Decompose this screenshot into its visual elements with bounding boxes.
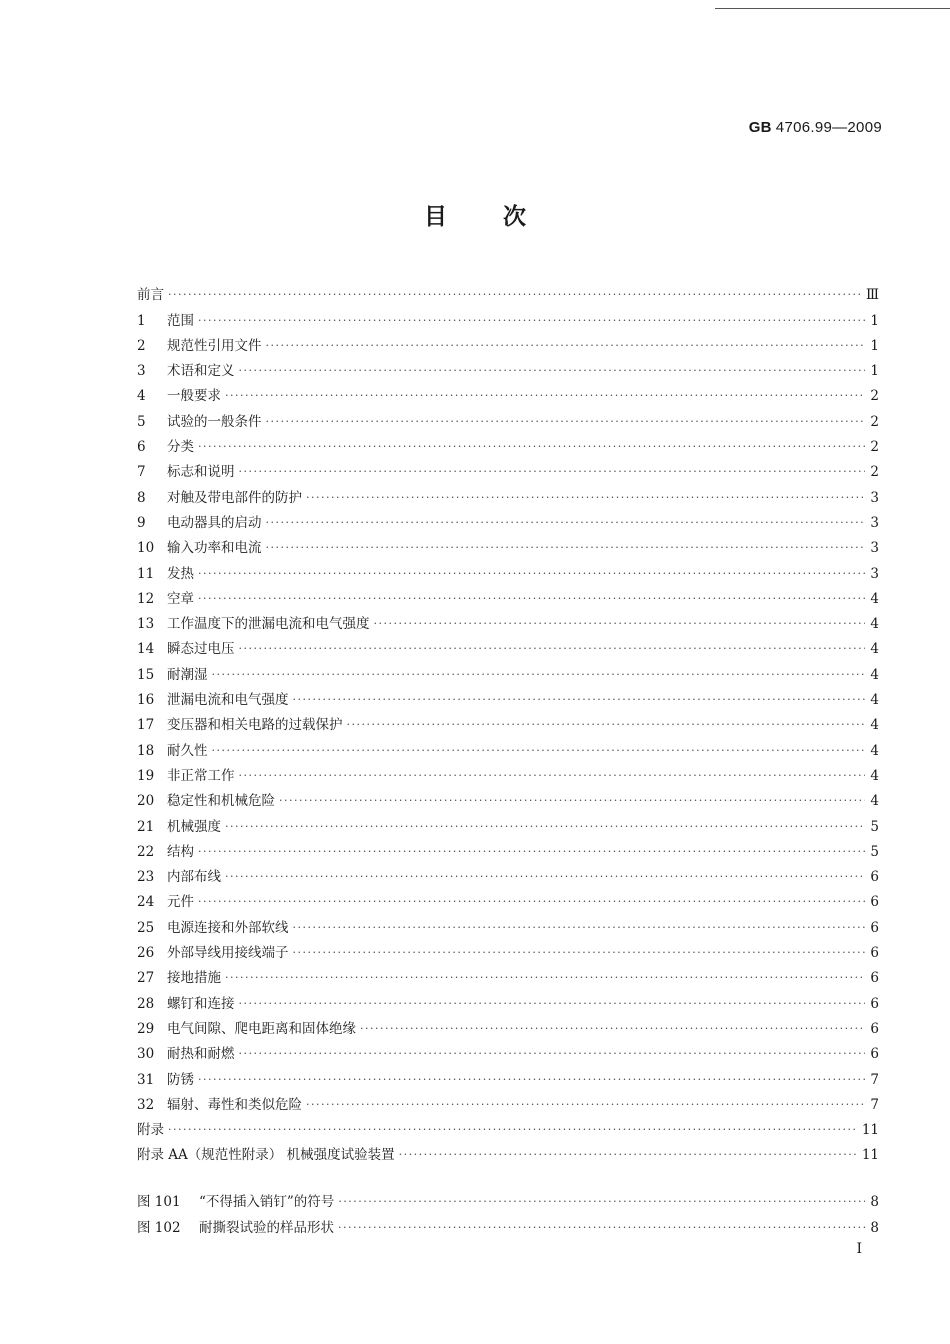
toc-entry[interactable]	[137, 506, 879, 531]
toc-entry-page: 6	[870, 869, 879, 886]
toc-entry-title: 电气间隙、爬电距离和固体绝缘	[167, 1020, 356, 1037]
toc-entry[interactable]	[137, 607, 879, 632]
toc-entry[interactable]	[137, 1062, 879, 1087]
dot-leader	[212, 743, 866, 759]
toc-entry[interactable]	[137, 1037, 879, 1062]
dot-leader	[225, 388, 865, 404]
toc-entry-number: 14	[137, 641, 155, 658]
toc-entry-number: 2	[137, 337, 146, 354]
toc-entry[interactable]	[137, 354, 879, 379]
document-code	[749, 119, 882, 136]
toc-entry-number: 19	[137, 767, 155, 784]
toc-entry-number: 21	[137, 818, 155, 835]
toc-entry-page: 6	[870, 995, 879, 1012]
toc-entry-page: 11	[861, 1147, 879, 1164]
dot-leader	[347, 717, 866, 733]
toc-entry[interactable]	[137, 885, 879, 910]
toc-entry-title: 稳定性和机械危险	[167, 793, 275, 810]
toc-entry-title: 附录	[137, 1122, 164, 1139]
toc-entry-title: 对触及带电部件的防护	[167, 489, 302, 506]
toc-entry-number: 20	[137, 793, 155, 810]
toc-entry-title: 术语和定义	[167, 363, 235, 380]
toc-entry-page: Ⅲ	[865, 287, 879, 304]
toc-entry-page: 1	[870, 363, 879, 380]
toc-entry-title: 防锈	[167, 1071, 194, 1088]
toc-entry-title: 外部导线用接线端子	[167, 945, 289, 962]
toc-entry-title: 标志和说明	[167, 464, 235, 481]
toc-entry-number: 17	[137, 717, 155, 734]
toc-entry[interactable]	[137, 657, 879, 682]
toc-entry-title: 电源连接和外部软线	[167, 919, 289, 936]
toc-entry[interactable]	[137, 379, 879, 404]
toc-entry-page: 3	[870, 489, 879, 506]
toc-entry-page: 8	[870, 1194, 879, 1211]
toc-entry-number: 13	[137, 616, 155, 633]
toc-entry-number: 18	[137, 742, 155, 759]
toc-entry-number: 10	[137, 540, 155, 557]
dot-leader	[225, 819, 865, 835]
dot-leader	[239, 1046, 866, 1062]
toc-entry-title: 工作温度下的泄漏电流和电气强度	[167, 616, 370, 633]
toc-entry-page: 3	[870, 565, 879, 582]
toc-entry-number: 31	[137, 1071, 155, 1088]
toc-entry-number: 12	[137, 590, 155, 607]
toc-entry-title: 试验的一般条件	[167, 413, 262, 430]
toc-entry-number: 27	[137, 970, 155, 987]
toc-entry-title: 机械强度	[167, 818, 221, 835]
dot-leader	[198, 1072, 865, 1088]
dot-leader	[239, 641, 866, 657]
toc-entry-page: 3	[870, 514, 879, 531]
toc-entry-page: 1	[870, 312, 879, 329]
toc-entry-page: 7	[870, 1071, 879, 1088]
dot-leader	[266, 414, 866, 430]
toc-entry-page: 2	[870, 439, 879, 456]
dot-leader	[225, 869, 865, 885]
toc-entry-page: 2	[870, 388, 879, 405]
toc-entry-title: 瞬态过电压	[167, 641, 235, 658]
dot-leader	[239, 464, 866, 480]
toc-entry[interactable]	[137, 632, 879, 657]
toc-entry[interactable]	[137, 759, 879, 784]
dot-leader	[338, 1194, 865, 1210]
toc-entry-page: 5	[870, 818, 879, 835]
toc-list	[137, 278, 879, 1163]
dot-leader	[239, 363, 866, 379]
dot-leader	[293, 692, 866, 708]
toc-entry-title: 结构	[167, 843, 194, 860]
dot-leader	[198, 591, 865, 607]
dot-leader	[374, 616, 866, 632]
toc-entry-number: 26	[137, 945, 155, 962]
toc-entry-title: 泄漏电流和电气强度	[167, 692, 289, 709]
toc-entry[interactable]	[137, 531, 879, 556]
toc-entry[interactable]	[137, 1138, 879, 1163]
dot-leader	[225, 970, 865, 986]
dot-leader	[266, 540, 866, 556]
page-number: I	[856, 1241, 862, 1257]
toc-entry-number: 图 101	[137, 1194, 181, 1211]
toc-entry-page: 6	[870, 894, 879, 911]
toc-entry-page: 4	[870, 717, 879, 734]
toc-entry-number: 7	[137, 464, 146, 481]
toc-entry-title: 耐久性	[167, 742, 208, 759]
dot-leader	[399, 1147, 858, 1163]
toc-entry-title: 变压器和相关电路的过载保护	[167, 717, 343, 734]
dot-leader	[212, 667, 866, 683]
toc-entry-number: 23	[137, 869, 155, 886]
toc-entry-title: 内部布线	[167, 869, 221, 886]
code-number: 4706.99—2009	[775, 119, 882, 136]
toc-entry-number: 30	[137, 1046, 155, 1063]
toc-entry-title: 辐射、毒性和类似危险	[167, 1096, 302, 1113]
toc-entry-number: 28	[137, 995, 155, 1012]
toc-entry-number: 11	[137, 565, 155, 582]
toc-entry[interactable]	[137, 278, 879, 303]
toc-entry-page: 6	[870, 919, 879, 936]
toc-entry-page: 4	[870, 641, 879, 658]
toc-entry-title: 输入功率和电流	[167, 540, 262, 557]
toc-entry-title: 非正常工作	[167, 767, 235, 784]
toc-entry-number: 16	[137, 692, 155, 709]
toc-entry-page: 4	[870, 666, 879, 683]
toc-entry-title: 一般要求	[167, 388, 221, 405]
toc-entry-title: 接地措施	[167, 970, 221, 987]
toc-entry-page: 11	[861, 1122, 879, 1139]
dot-leader	[198, 313, 865, 329]
toc-entry-page: 2	[870, 464, 879, 481]
toc-entry-page: 8	[870, 1219, 879, 1236]
toc-entry-title: “不得插入销钉”的符号	[199, 1194, 335, 1211]
toc-entry-number: 29	[137, 1020, 155, 1037]
dot-leader	[198, 439, 865, 455]
dot-leader	[306, 1097, 865, 1113]
dot-leader	[338, 1220, 865, 1236]
toc-entry-number: 9	[137, 514, 146, 531]
toc-entry[interactable]	[137, 329, 879, 354]
dot-leader	[293, 920, 866, 936]
toc-entry-page: 4	[870, 767, 879, 784]
toc-entry[interactable]	[137, 986, 879, 1011]
code-prefix: GB	[748, 119, 772, 136]
toc-entry-number: 15	[137, 666, 155, 683]
toc-entry-number: 5	[137, 413, 146, 430]
toc-entry-page: 4	[870, 793, 879, 810]
toc-entry-title: 耐撕裂试验的样品形状	[199, 1219, 334, 1236]
toc-entry-page: 4	[870, 742, 879, 759]
dot-leader	[239, 996, 866, 1012]
toc-entry[interactable]	[137, 961, 879, 986]
toc-entry[interactable]	[137, 860, 879, 885]
toc-entry[interactable]	[137, 809, 879, 834]
dot-leader	[198, 894, 865, 910]
title-part-2: 次	[503, 204, 526, 230]
dot-leader	[266, 338, 866, 354]
dot-leader	[198, 844, 865, 860]
dot-leader	[168, 287, 862, 303]
toc-entry[interactable]	[137, 455, 879, 480]
figure-list	[137, 1185, 879, 1236]
toc-entry[interactable]	[137, 582, 879, 607]
toc-entry[interactable]	[137, 910, 879, 935]
toc-entry-number: 3	[137, 363, 146, 380]
toc-entry-page: 6	[870, 1046, 879, 1063]
toc-entry-title: 发热	[167, 565, 194, 582]
toc-entry[interactable]	[137, 1012, 879, 1037]
toc-entry-title: 范围	[167, 312, 194, 329]
top-rule	[715, 8, 950, 9]
toc-entry-number: 25	[137, 919, 155, 936]
toc-entry-page: 4	[870, 616, 879, 633]
toc-entry-page: 4	[870, 590, 879, 607]
toc-entry[interactable]	[137, 1210, 879, 1235]
toc-entry[interactable]	[137, 1185, 879, 1210]
toc-entry[interactable]	[137, 708, 879, 733]
toc-entry-number: 4	[137, 388, 146, 405]
toc-entry[interactable]	[137, 936, 879, 961]
toc-entry-page: 7	[870, 1096, 879, 1113]
toc-entry-title: 分类	[167, 439, 194, 456]
toc-entry-title: 耐潮湿	[167, 666, 208, 683]
toc-entry-title: 规范性引用文件	[167, 337, 262, 354]
toc-entry[interactable]	[137, 835, 879, 860]
toc-entry-number: 6	[137, 439, 146, 456]
toc-entry-title: 附录 AA（规范性附录） 机械强度试验装置	[137, 1147, 395, 1164]
toc-entry[interactable]	[137, 683, 879, 708]
title-part-1: 目	[424, 204, 447, 230]
toc-entry-page: 1	[870, 337, 879, 354]
toc-entry-page: 2	[870, 413, 879, 430]
dot-leader	[293, 945, 866, 961]
dot-leader	[266, 515, 866, 531]
toc-entry-page: 5	[870, 843, 879, 860]
toc-entry[interactable]	[137, 404, 879, 429]
dot-leader	[168, 1122, 858, 1138]
toc-entry-title: 电动器具的启动	[167, 514, 262, 531]
toc-entry-title: 元件	[167, 894, 194, 911]
toc-entry-page: 6	[870, 1020, 879, 1037]
toc-entry-page: 6	[870, 970, 879, 987]
toc-entry-page: 4	[870, 692, 879, 709]
dot-leader	[306, 490, 865, 506]
toc-entry-title: 螺钉和连接	[167, 995, 235, 1012]
toc-entry[interactable]	[137, 1113, 879, 1138]
page-title	[0, 198, 950, 231]
toc-entry-number: 8	[137, 489, 146, 506]
dot-leader	[360, 1021, 865, 1037]
dot-leader	[279, 793, 865, 809]
toc-entry-page: 6	[870, 945, 879, 962]
dot-leader	[198, 566, 865, 582]
toc-entry-number: 32	[137, 1096, 155, 1113]
toc-entry-number: 1	[137, 312, 146, 329]
toc-entry[interactable]	[137, 784, 879, 809]
toc-entry-number: 24	[137, 894, 155, 911]
toc-entry-title: 耐热和耐燃	[167, 1046, 235, 1063]
toc-entry-number: 图 102	[137, 1219, 181, 1236]
toc-entry[interactable]	[137, 1088, 879, 1113]
toc-entry[interactable]	[137, 303, 879, 328]
toc-entry[interactable]	[137, 430, 879, 455]
toc-entry-number: 22	[137, 843, 155, 860]
toc-entry-page: 3	[870, 540, 879, 557]
toc-entry[interactable]	[137, 556, 879, 581]
toc-entry[interactable]	[137, 733, 879, 758]
toc-entry-title: 前言	[137, 287, 164, 304]
toc-entry[interactable]	[137, 480, 879, 505]
dot-leader	[239, 768, 866, 784]
toc-entry-title: 空章	[167, 590, 194, 607]
